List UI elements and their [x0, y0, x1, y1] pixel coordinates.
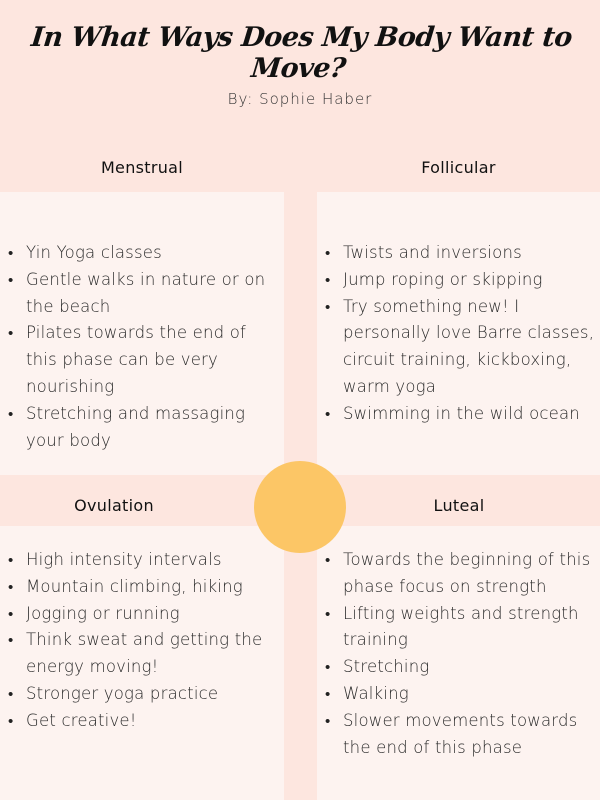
- list-luteal: [317, 526, 595, 761]
- list-item: • Lifting weights and strength training: [343, 601, 595, 655]
- list-item: • Jump roping or skipping: [343, 267, 595, 294]
- list-follicular: [317, 192, 595, 428]
- list-item: • Stronger yoga practice: [26, 681, 282, 708]
- list-item: • Towards the beginning of this phase focus on strength: [343, 547, 595, 601]
- list-item: • Try something new! I personally love Barre classes, circuit training, kickboxing, warm yoga: [343, 294, 595, 401]
- page-title: In What Ways Does My Body Want to Move?: [29, 22, 574, 84]
- list-item: • Slower movements towards the end of this phase: [343, 708, 595, 762]
- center-circle-decoration: [254, 461, 346, 553]
- list-item: • Stretching: [343, 654, 595, 681]
- list-item: • Mountain climbing, hiking: [26, 574, 282, 601]
- heading-ovulation: Ovulation: [74, 496, 154, 515]
- list-menstrual: [0, 192, 282, 454]
- list-item: • Pilates towards the end of this phase can be very nourishing: [26, 320, 282, 400]
- panel-menstrual: [0, 192, 284, 475]
- panel-ovulation: [0, 526, 284, 800]
- list-item: • Gentle walks in nature or on the beach: [26, 267, 282, 321]
- author-byline: By: Sophie Haber: [227, 90, 373, 108]
- list-item: • High intensity intervals: [26, 547, 282, 574]
- list-item: • Swimming in the wild ocean: [343, 401, 595, 428]
- list-ovulation: [0, 526, 282, 735]
- list-item: • Think sweat and getting the energy moving!: [26, 627, 282, 681]
- heading-follicular: Follicular: [421, 158, 496, 177]
- list-item: • Yin Yoga classes: [26, 240, 282, 267]
- panel-luteal: [317, 526, 600, 800]
- panel-follicular: [317, 192, 600, 475]
- list-item: • Jogging or running: [26, 601, 282, 628]
- list-item: • Twists and inversions: [343, 240, 595, 267]
- list-item: • Stretching and massaging your body: [26, 401, 282, 455]
- list-item: • Get creative!: [26, 708, 282, 735]
- list-item: • Walking: [343, 681, 595, 708]
- heading-menstrual: Menstrual: [100, 158, 184, 177]
- heading-luteal: Luteal: [433, 496, 485, 515]
